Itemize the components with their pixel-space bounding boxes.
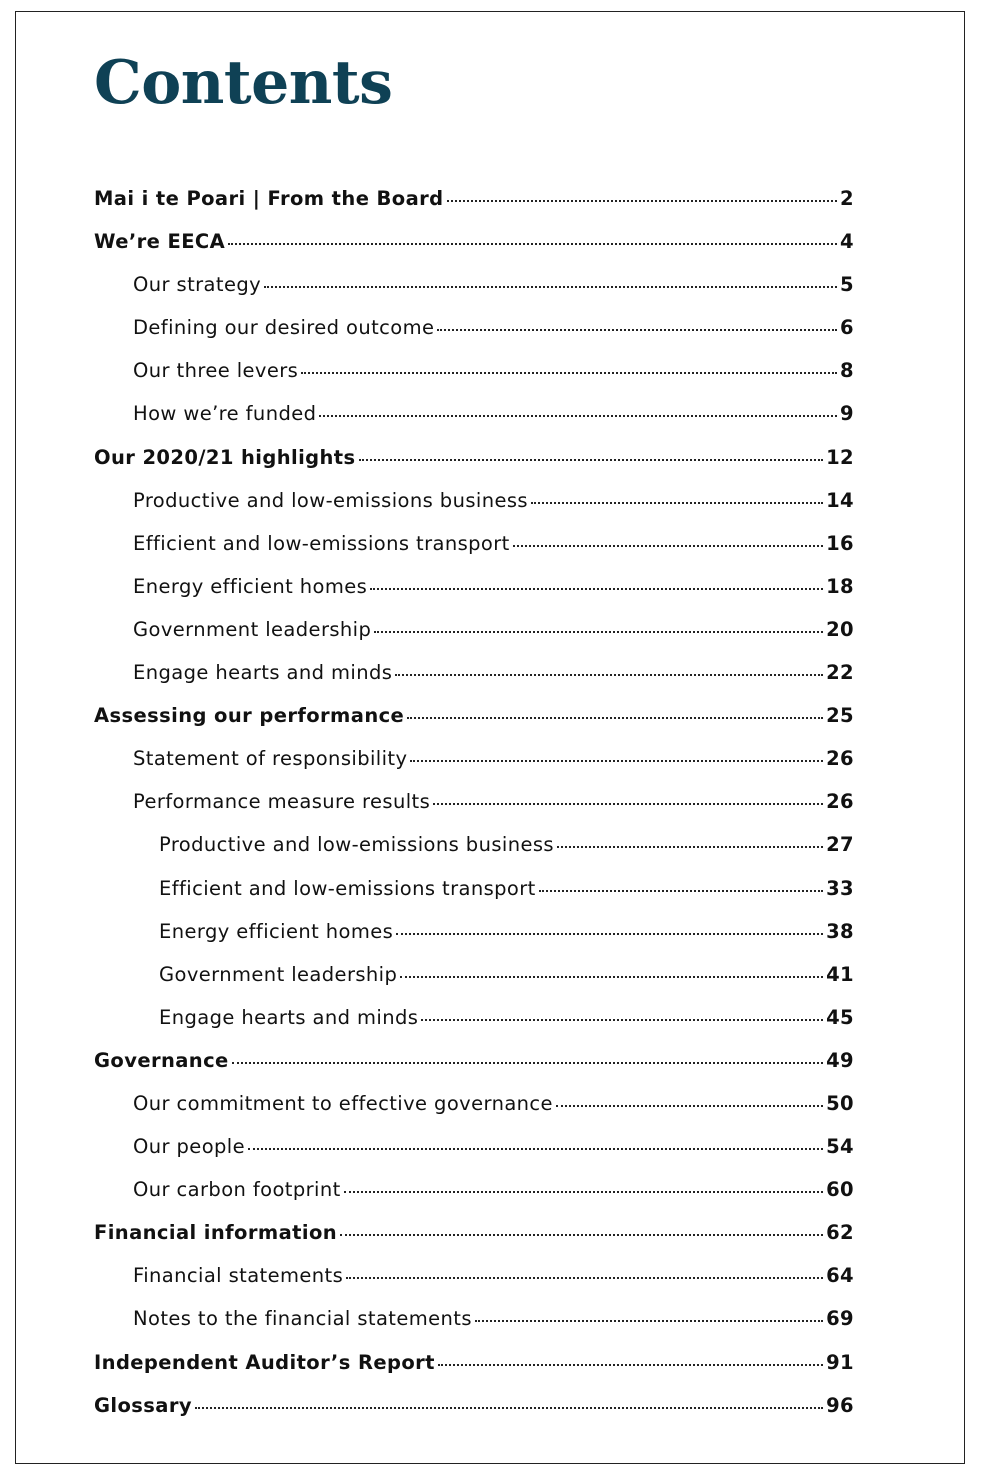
page-title: Contents: [94, 48, 393, 118]
dot-leader: [421, 1017, 823, 1021]
toc-entry-page-number: 18: [826, 574, 854, 598]
toc-entry[interactable]: [94, 608, 854, 651]
toc-entry-page-number: 38: [826, 919, 854, 943]
dot-leader: [447, 198, 838, 202]
dot-leader: [433, 801, 823, 805]
toc-entry-page-number: 22: [826, 661, 854, 685]
dot-leader: [319, 413, 837, 417]
toc-entry[interactable]: [94, 780, 854, 823]
toc-entry-label: Productive and low-emissions business: [133, 488, 528, 512]
toc-entry[interactable]: [94, 1297, 854, 1340]
dot-leader: [437, 327, 837, 331]
toc-entry-page-number: 4: [840, 230, 854, 254]
toc-entry-page-number: 50: [826, 1091, 854, 1115]
toc-entry[interactable]: [94, 1168, 854, 1211]
toc-entry-label: Energy efficient homes: [133, 574, 368, 598]
toc-entry[interactable]: [94, 1082, 854, 1125]
toc-entry[interactable]: [94, 1039, 854, 1082]
toc-entry[interactable]: [94, 392, 854, 435]
dot-leader: [301, 370, 837, 374]
toc-entry-page-number: 8: [840, 359, 854, 383]
dot-leader: [228, 241, 837, 245]
toc-entry-page-number: 33: [826, 876, 854, 900]
toc-entry-label: Independent Auditor’s Report: [94, 1350, 435, 1374]
toc-entry-label: Government leadership: [159, 962, 398, 986]
toc-entry-page-number: 16: [826, 531, 854, 555]
toc-entry[interactable]: [94, 220, 854, 263]
toc-entry[interactable]: [94, 996, 854, 1039]
toc-entry[interactable]: [94, 910, 854, 953]
toc-entry-label: Engage hearts and minds: [159, 1005, 419, 1029]
toc-entry-page-number: 2: [840, 187, 854, 210]
toc-entry-page-number: 26: [826, 747, 854, 771]
dot-leader: [539, 888, 823, 892]
toc-entry-page-number: 5: [840, 273, 854, 297]
toc-entry-label: Our strategy: [133, 273, 262, 297]
toc-entry-page-number: 41: [826, 962, 854, 986]
dot-leader: [475, 1318, 823, 1322]
toc-entry-label: How we’re funded: [133, 402, 317, 426]
toc-entry-page-number: 69: [826, 1307, 854, 1331]
toc-entry[interactable]: [94, 263, 854, 306]
toc-entry[interactable]: [94, 953, 854, 996]
toc-entry-label: Our three levers: [133, 359, 299, 383]
toc-entry-label: Government leadership: [133, 617, 372, 641]
toc-entry-label: Performance measure results: [133, 790, 431, 814]
toc-entry-label: Glossary: [94, 1393, 192, 1417]
toc-entry[interactable]: [94, 1254, 854, 1297]
dot-leader: [395, 672, 823, 676]
dot-leader: [400, 974, 823, 978]
toc-entry-page-number: 96: [826, 1393, 854, 1417]
dot-leader: [531, 500, 823, 504]
toc-entry[interactable]: [94, 694, 854, 737]
toc-entry-page-number: 45: [826, 1005, 854, 1029]
dot-leader: [557, 844, 823, 848]
toc-entry-page-number: 14: [826, 488, 854, 512]
dot-leader: [195, 1405, 823, 1409]
toc-entry[interactable]: [94, 1125, 854, 1168]
dot-leader: [248, 1146, 823, 1150]
toc-entry-label: Our 2020/21 highlights: [94, 445, 356, 469]
toc-entry[interactable]: [94, 1211, 854, 1254]
toc-entry-page-number: 91: [826, 1350, 854, 1374]
toc-entry-page-number: 20: [826, 617, 854, 641]
dot-leader: [407, 715, 823, 719]
toc-entry-page-number: 12: [826, 445, 854, 469]
toc-entry[interactable]: [94, 565, 854, 608]
dot-leader: [370, 586, 823, 590]
toc-entry-page-number: 27: [826, 833, 854, 857]
toc-entry-page-number: 6: [840, 316, 854, 340]
toc-entry-label: Engage hearts and minds: [133, 661, 393, 685]
dot-leader: [344, 1189, 823, 1193]
toc-entry-label: Our commitment to effective governance: [133, 1091, 553, 1115]
toc-entry[interactable]: [94, 823, 854, 866]
toc-entry-label: Statement of responsibility: [133, 747, 408, 771]
toc-entry-label: Mai i te Poari | From the Board: [94, 187, 444, 210]
toc-entry-label: Productive and low-emissions business: [159, 833, 554, 857]
dot-leader: [374, 629, 823, 633]
dot-leader: [264, 284, 837, 288]
toc-entry-label: Assessing our performance: [94, 704, 405, 728]
toc-entry-page-number: 49: [826, 1048, 854, 1072]
dot-leader: [556, 1103, 823, 1107]
toc-entry[interactable]: [94, 349, 854, 392]
toc-entry-label: Our people: [133, 1135, 246, 1159]
toc-entry-label: We’re EECA: [94, 230, 226, 254]
dot-leader: [513, 543, 823, 547]
toc-entry-page-number: 9: [840, 402, 854, 426]
toc-entry-page-number: 54: [826, 1135, 854, 1159]
dot-leader: [340, 1232, 823, 1236]
toc-entry-label: Energy efficient homes: [159, 919, 394, 943]
toc-entry[interactable]: [94, 479, 854, 522]
toc-entry-label: Defining our desired outcome: [133, 316, 435, 340]
toc-entry-label: Efficient and low-emissions transport: [159, 876, 536, 900]
dot-leader: [438, 1362, 823, 1366]
toc-entry-page-number: 25: [826, 704, 854, 728]
toc-entry-page-number: 60: [826, 1178, 854, 1202]
table-of-contents: [94, 177, 854, 1427]
toc-entry-label: Financial statements: [133, 1264, 344, 1288]
toc-entry[interactable]: [94, 867, 854, 910]
toc-entry[interactable]: [94, 651, 854, 694]
toc-entry-page-number: 64: [826, 1264, 854, 1288]
toc-entry[interactable]: [94, 1341, 854, 1384]
toc-entry[interactable]: [94, 1384, 854, 1427]
toc-entry-label: Governance: [94, 1048, 229, 1072]
dot-leader: [410, 758, 823, 762]
toc-entry[interactable]: [94, 177, 854, 220]
toc-entry-page-number: 62: [826, 1221, 854, 1245]
toc-entry-label: Our carbon footprint: [133, 1178, 341, 1202]
dot-leader: [232, 1060, 823, 1064]
toc-entry-label: Financial information: [94, 1221, 338, 1245]
dot-leader: [359, 457, 824, 461]
dot-leader: [346, 1275, 823, 1279]
toc-entry-label: Efficient and low-emissions transport: [133, 531, 510, 555]
toc-entry[interactable]: [94, 522, 854, 565]
toc-entry-label: Notes to the financial statements: [133, 1307, 472, 1331]
dot-leader: [396, 931, 823, 935]
toc-entry[interactable]: [94, 436, 854, 479]
toc-entry[interactable]: [94, 306, 854, 349]
toc-entry[interactable]: [94, 737, 854, 780]
toc-entry-page-number: 26: [826, 790, 854, 814]
